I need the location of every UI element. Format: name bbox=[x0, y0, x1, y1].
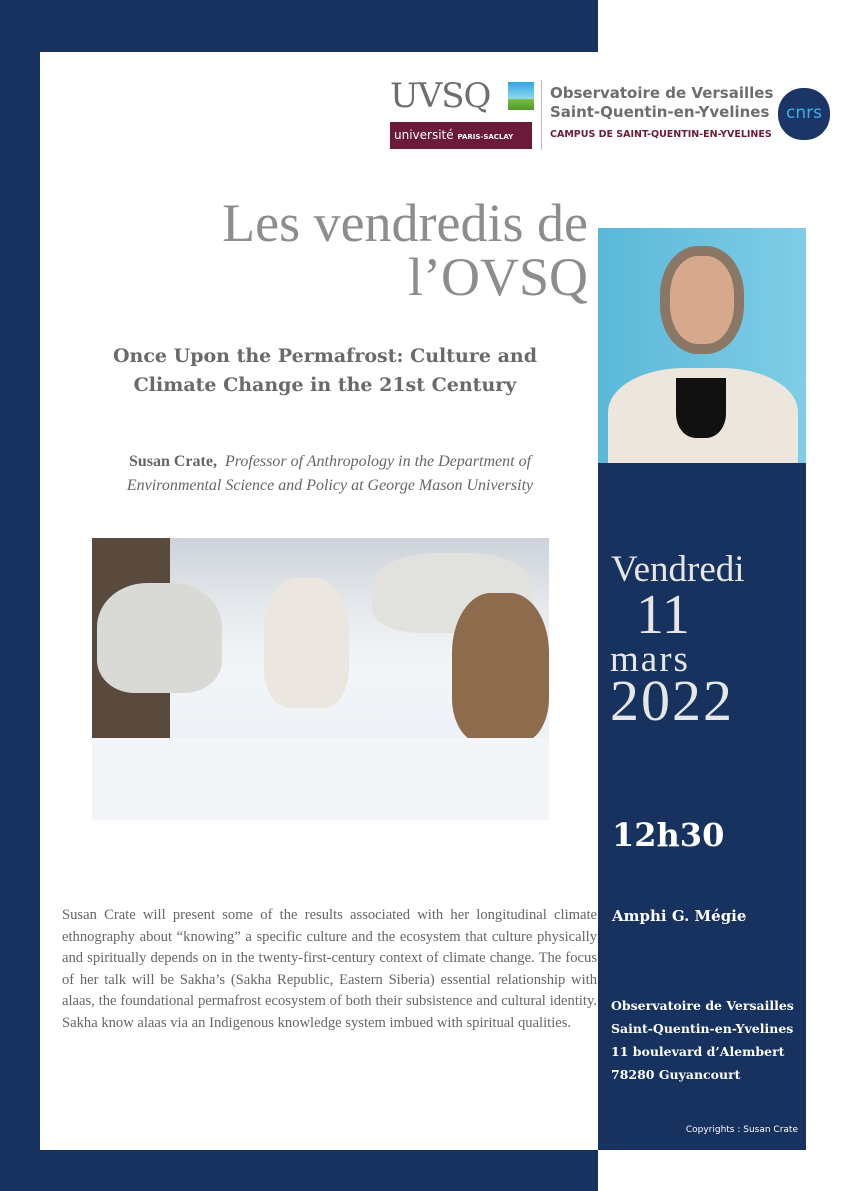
cnrs-logo: cnrs bbox=[778, 88, 830, 140]
navy-border-left bbox=[0, 0, 40, 1191]
navy-border-bottom bbox=[0, 1150, 598, 1191]
event-month: mars bbox=[610, 639, 690, 680]
address-line: 11 boulevard d’Alembert bbox=[611, 1044, 785, 1059]
event-time: 12h30 bbox=[612, 816, 725, 854]
logo-divider bbox=[541, 80, 542, 150]
address-line: Saint-Quentin-en-Yvelines bbox=[611, 1021, 794, 1036]
speaker-name: Susan Crate, bbox=[128, 453, 217, 470]
copyright-text: Copyrights : Susan Crate bbox=[685, 1125, 798, 1135]
event-day-name: Vendredi bbox=[611, 549, 745, 590]
event-day: 11 bbox=[636, 584, 690, 646]
event-room: Amphi G. Mégie bbox=[612, 907, 747, 925]
logo-bar bbox=[388, 76, 838, 154]
paris-saclay-text: PARIS-SACLAY bbox=[457, 133, 514, 141]
paris-saclay-logo bbox=[390, 122, 532, 149]
speaker-photo bbox=[598, 228, 806, 463]
title-line2: l’OVSQ bbox=[407, 247, 588, 307]
speaker-role-line1: Professor of Anthropology in the Department of bbox=[224, 453, 532, 470]
ovsq-line2: Saint-Quentin-en-Yvelines bbox=[550, 103, 770, 121]
uvsq-sun-icon bbox=[508, 82, 534, 110]
horses-in-snow-photo bbox=[92, 538, 549, 820]
page-title bbox=[222, 193, 588, 307]
ovsq-logo bbox=[550, 84, 773, 122]
navy-border-top bbox=[0, 0, 598, 52]
uvsq-logo: UVSQ bbox=[390, 76, 491, 116]
abstract-text: Susan Crate will present some of the results associated with her longitudinal climate ethnography about “knowing” a specific culture and the ecosystem that culture physically and spiritually depends on in the twenty-first-century context of climate change. The focus of her talk will be Sakha’s (Sakha Republic, Eastern Siberia) essential relationship with alaas, the foundational permafrost ecosystem of both their subsistence and cultural identity. Sakha know alaas via an Indigenous knowledge system imbued with spiritual qualities. bbox=[62, 907, 597, 1031]
speaker-role-line2: Environmental Science and Policy at George Mason University bbox=[126, 477, 534, 494]
talk-title bbox=[60, 342, 590, 400]
speaker-info bbox=[70, 450, 590, 498]
event-year: 2022 bbox=[610, 668, 734, 733]
event-address bbox=[611, 994, 794, 1086]
talk-title-line2: Climate Change in the 21st Century bbox=[133, 374, 517, 396]
title-line1: Les vendredis de bbox=[222, 193, 588, 253]
talk-title-line1: Once Upon the Permafrost: Culture and bbox=[112, 345, 537, 367]
ovsq-line1: Observatoire de Versailles bbox=[550, 84, 774, 102]
campus-text: CAMPUS DE SAINT-QUENTIN-EN-YVELINES bbox=[550, 129, 772, 140]
address-line: Observatoire de Versailles bbox=[611, 998, 794, 1013]
universite-text: université bbox=[394, 128, 454, 142]
address-line: 78280 Guyancourt bbox=[611, 1067, 741, 1082]
